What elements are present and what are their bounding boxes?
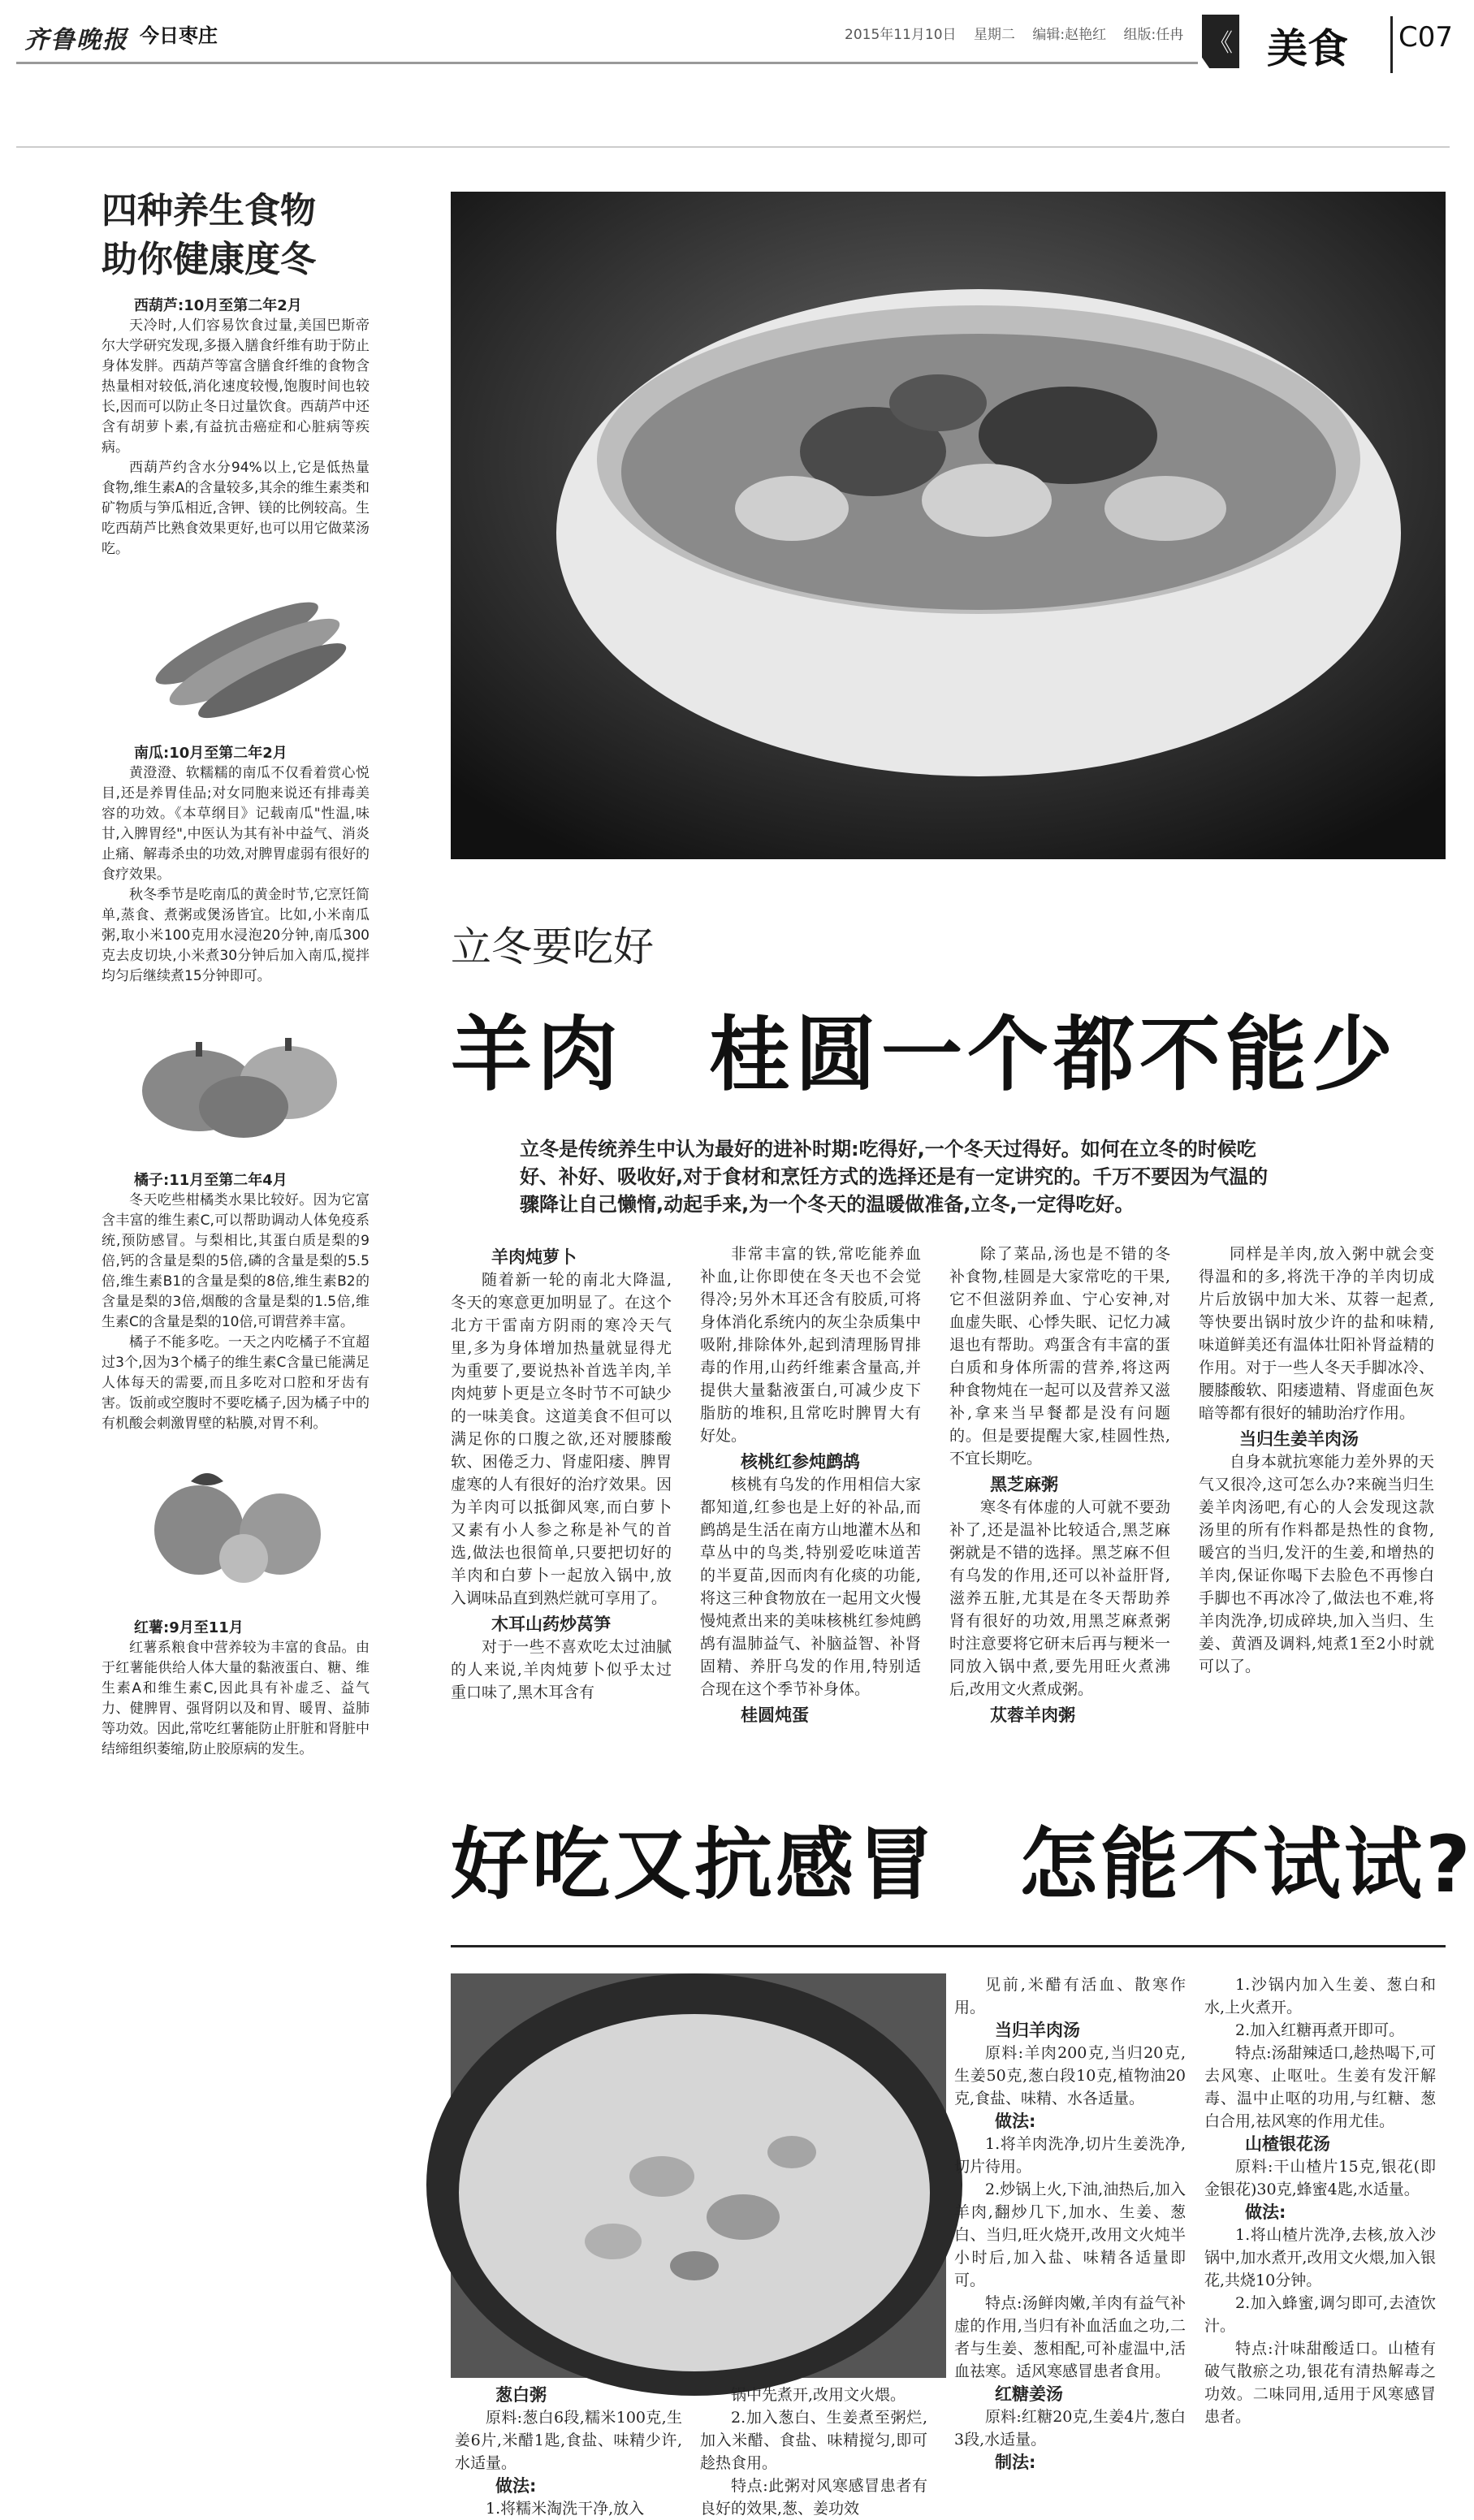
- section-name: 今日枣庄: [140, 24, 218, 47]
- subhead: 当归羊肉汤: [995, 2021, 1080, 2040]
- food-item-para: 秋冬季节是吃南瓜的黄金时节,它烹饪简单,蒸食、煮粥或煲汤皆宜。比如,小米南瓜粥,取小米100克用水浸泡20分钟,南瓜300克去皮切块,小米煮30分钟后加入南瓜,搅拌均匀后继续煮15分钟即可。: [102, 887, 370, 984]
- article2-rule: [451, 1945, 1446, 1947]
- subhead: 山楂银花汤: [1245, 2134, 1330, 2154]
- article2-column-3: [954, 1973, 1186, 2474]
- article1-column-2: [700, 1243, 921, 1727]
- left-title-line2: 助你健康度冬: [102, 239, 316, 280]
- subhead: 苁蓉羊肉粥: [990, 1705, 1075, 1725]
- body-text: 特点:汤甜辣适口,趁热喝下,可去风寒、止呕吐。生姜有发汗解毒、温中止呕的功用,与红糖、葱白合用,祛风寒的作用尤佳。: [1204, 2044, 1436, 2130]
- food-item-heading: 红薯:9月至11月: [134, 1619, 244, 1636]
- layout-credit: 组版:任冉: [1123, 27, 1184, 43]
- top-rule: [16, 146, 1450, 148]
- congee-photo: [451, 1973, 946, 2378]
- subhead: 羊肉炖萝卜: [491, 1247, 577, 1267]
- subhead: 桂圆炖蛋: [741, 1705, 809, 1725]
- body-text: 核桃有乌发的作用相信大家都知道,红参也是上好的补品,而鹧鸪是生活在南方山地灌木丛和草丛中的鸟类,特别爱吃味道苦的半夏苗,因而肉有化痰的功能,将这三种食物放在一起用文火慢慢炖煮出来的美味核桃红参炖鹧鸪有温肺益气、补脑益智、补肾固精、养肝乌发的作用,特别适合现在这个季节补身体。: [700, 1476, 921, 1698]
- body-text: 非常丰富的铁,常吃能养血补血,让你即使在冬天也不会觉得冷;另外木耳还含有胶质,可将身体消化系统内的灰尘杂质集中吸附,排除体外,起到清理肠胃排毒的作用,山药纤维素含量高,并提供大量黏液蛋白,可减少皮下脂肪的堆积,且常吃时脾胃大有好处。: [700, 1245, 921, 1445]
- left-column: [102, 187, 370, 1760]
- food-item-pumpkin: [102, 743, 370, 987]
- article2-headline: 好吃又抗感冒 怎能不试试?: [451, 1819, 1474, 1910]
- body-text: 除了菜品,汤也是不错的冬补食物,桂圆是大家常吃的干果,它不但滋阴养血、宁心安神,对血虚失眠、心悸失眠、记忆力减退也有帮助。鸡蛋含有丰富的蛋白质和身体所需的营养,将这两种食物炖在一起可以及营养又滋补,拿来当早餐都是没有问题的。但是要提醒大家,桂圆性热,不宜长期吃。: [949, 1245, 1170, 1467]
- body-text: 随着新一轮的南北大降温,冬天的寒意更加明显了。在这个北方干雷南方阴雨的寒冷天气里,多为身体增加热量就显得尤为重要了,要说热补首选羊肉,羊肉炖萝卜更是立冬时节不可缺少的一味美食。这道美食不但可以满足你的口腹之欲,还对腰膝酸软、困倦乏力、肾虚阳痿、脾胃虚寒的人有很好的治疗效果。因为羊肉可以抵御风寒,而白萝卜又素有小人参之称是补气的首选,做法也很简单,只要把切好的羊肉和白萝卜一起放入锅中,放入调味品直到熟烂就可享用了。: [451, 1271, 672, 1607]
- body-text: 2.加入红糖再煮开即可。: [1235, 2021, 1405, 2039]
- food-item-para: 红薯系粮食中营养较为丰富的食品。由于红薯能供给人体大量的黏液蛋白、糖、维生素A和维生素C,因此具有补虚乏、益气力、健脾胃、强肾阴以及和胃、暖胃、益肺等功效。因此,常吃红薯能防止肝脏和肾脏中结缔组织萎缩,防止胶原病的发生。: [102, 1640, 370, 1757]
- body-text: 见前,米醋有活血、散寒作用。: [954, 1976, 1186, 2016]
- food-item-para: 西葫芦约含水分94%以上,它是低热量食物,维生素A的含量较多,其余的维生素类和矿物质与笋瓜相近,含钾、镁的比例较高。生吃西葫芦比熟食效果更好,也可以用它做菜汤吃。: [102, 460, 370, 557]
- body-text: 自身本就抗寒能力差外界的天气又很冷,这可怎么办?来碗当归生姜羊肉汤吧,有心的人会发现这款汤里的所有作料都是热性的食物,暖宫的当归,发汗的生姜,和增热的羊肉,保证你喝下去脸色不再惨白手脚也不再冰冷了,做法也不难,将羊肉洗净,切成碎块,加入当归、生姜、黄酒及调料,炖煮1至2小时就可以了。: [1199, 1453, 1434, 1675]
- body-text: 特点:此粥对风寒感冒患者有良好的效果,葱、姜功效: [700, 2477, 927, 2518]
- subhead: 做法:: [1245, 2202, 1286, 2222]
- page-number: C07: [1398, 21, 1454, 54]
- food-item-para: 冬天吃些柑橘类水果比较好。因为它富含丰富的维生素C,可以帮助调动人体免疫系统,预防感冒。与梨相比,其蛋白质是梨的9倍,钙的含量是梨的5倍,磷的含量是梨的5.5倍,维生素B1的含量是梨的8倍,维生素B2的含量是梨的3倍,烟酸的含量是梨的1.5倍,维生素C的含量是梨的10倍,可谓营养丰富。: [102, 1192, 370, 1330]
- subhead: 黑芝麻粥: [990, 1475, 1058, 1494]
- body-text: 1.将山楂片洗净,去核,放入沙锅中,加水煮开,改用文火煨,加入银花,共烧10分钟。: [1204, 2226, 1436, 2289]
- issue-date: 2015年11月10日: [845, 27, 957, 43]
- article1-column-4: [1199, 1243, 1434, 1678]
- subhead: 当归生姜羊肉汤: [1239, 1429, 1359, 1449]
- article2-column-4: [1204, 1973, 1436, 2428]
- food-item-sweet-potato: [102, 1618, 370, 1760]
- article1-intro: 立冬是传统养生中认为最好的进补时期:吃得好,一个冬天过得好。如何在立冬的时候吃好、补好、吸收好,对于食材和烹饪方式的选择还是有一定讲究的。千万不要因为气温的骤降让自己懒惰,动起手来,为一个冬天的温暖做准备,立冬,一定得吃好。: [520, 1138, 1269, 1216]
- body-text: 2.加入蜂蜜,调匀即可,去渣饮汁。: [1204, 2294, 1436, 2335]
- food-item-para: 天冷时,人们容易饮食过量,美国巴斯帝尔大学研究发现,多摄入膳食纤维有助于防止身体发胖。西葫芦等富含膳食纤维的食物含热量相对较低,消化速度较慢,饱腹时间也较长,因而可以防止冬日过量饮食。西葫芦中还含有胡萝卜素,有益抗击癌症和心脏病等疾病。: [102, 318, 370, 456]
- food-item-heading: 西葫芦:10月至第二年2月: [134, 297, 302, 314]
- body-text: 对于一些不喜欢吃太过油腻的人来说,羊肉炖萝卜似乎太过重口味了,黑木耳含有: [451, 1638, 672, 1701]
- body-text: 2.炒锅上火,下油,油热后,加入羊肉,翻炒几下,加水、生姜、葱白、当归,旺火烧开,改用文火炖半小时后,加入盐、味精各适量即可。: [954, 2181, 1186, 2289]
- editor-credit: 编辑:赵艳红: [1032, 27, 1107, 43]
- zucchini-image: [126, 582, 370, 712]
- food-item-heading: 南瓜:10月至第二年2月: [134, 745, 287, 762]
- food-item-para: 黄澄澄、软糯糯的南瓜不仅看着赏心悦目,还是养胃佳品;对女同胞来说还有排毒美容的功效。《本草纲目》记载南瓜"性温,味甘,入脾胃经",中医认为其有补中益气、消炎止痛、解毒杀虫的功效,对脾胃虚弱有很好的食疗效果。: [102, 765, 370, 883]
- food-item-orange: [102, 1170, 370, 1434]
- article2-column-1: [455, 2384, 682, 2520]
- body-text: 同样是羊肉,放入粥中就会变得温和的多,将洗干净的羊肉切成片后放锅中加大米、苁蓉一起煮,等快要出锅时放少许的盐和味精,味道鲜美还有温体壮阳补肾益精的作用。对于一些人冬天手脚冰冷、腰膝酸软、阳痿遗精、肾虚面色灰暗等都有很好的辅助治疗作用。: [1199, 1245, 1434, 1422]
- subhead: 葱白粥: [495, 2385, 547, 2405]
- article1-column-1: [451, 1243, 672, 1704]
- body-text: 特点:汁味甜酸适口。山楂有破气散瘀之功,银花有清热解毒之功效。二味同用,适用于风寒感冒患者。: [1204, 2340, 1436, 2426]
- subhead: 做法:: [995, 2112, 1036, 2131]
- page-section-title: 美食: [1267, 25, 1348, 72]
- food-item-zucchini: [102, 296, 370, 560]
- article2-column-2: [700, 2384, 927, 2520]
- food-item-heading: 橘子:11月至第二年4月: [134, 1172, 287, 1189]
- article1-kicker: 立冬要吃好: [451, 923, 654, 970]
- mutton-soup-photo: [451, 192, 1446, 859]
- pumpkin-image: [126, 1009, 370, 1139]
- subhead: 制法:: [995, 2453, 1036, 2472]
- subhead: 核桃红参炖鹧鸪: [741, 1452, 860, 1472]
- orange-image: [126, 1457, 370, 1587]
- section-logo-icon: [1202, 15, 1239, 68]
- header-divider: [1390, 16, 1393, 73]
- food-item-para: 橘子不能多吃。一天之内吃橘子不宜超过3个,因为3个橘子的维生素C含量已能满足人体每天的需要,而且多吃对口腔和牙齿有害。饭前或空腹时不要吃橘子,因为橘子中的有机酸会刺激胃壁的粘膜,对胃不利。: [102, 1334, 370, 1432]
- body-text: 原料:羊肉200克,当归20克,生姜50克,葱白段10克,植物油20克,食盐、味精、水各适量。: [954, 2044, 1186, 2107]
- subhead: 红糖姜汤: [995, 2384, 1063, 2404]
- subhead: 做法:: [495, 2476, 537, 2496]
- body-text: 原料:红糖20克,生姜4片,葱白3段,水适量。: [954, 2408, 1186, 2449]
- header-rule: [16, 62, 1198, 64]
- body-text: 1.沙锅内加入生姜、葱白和水,上火煮开。: [1204, 1976, 1436, 2016]
- body-text: 1.将羊肉洗净,切片生姜洗净,切片待用。: [954, 2135, 1186, 2176]
- body-text: 寒冬有体虚的人可就不要劲补了,还是温补比较适合,黑芝麻粥就是不错的选择。黑芝麻不但有乌发的作用,还可以补益肝肾,滋养五脏,尤其是在冬天帮助养肾有很好的功效,用黑芝麻煮粥时注意要将它研末后再与粳米一同放入锅中煮,要先用旺火煮沸后,改用文火煮成粥。: [949, 1498, 1170, 1698]
- masthead: 齐鲁晚报: [24, 26, 128, 54]
- body-text: 原料:干山楂片15克,银花(即金银花)30克,蜂蜜4匙,水适量。: [1204, 2158, 1436, 2198]
- header-info: [845, 23, 1196, 43]
- body-text: 2.加入葱白、生姜煮至粥烂,加入米醋、食盐、味精搅匀,即可趁热食用。: [700, 2409, 927, 2472]
- article1-headline: 羊肉 桂圆一个都不能少: [451, 1007, 1398, 1102]
- body-text: 锅中先煮开,改用文火煨。: [731, 2386, 906, 2404]
- article1-column-3: [949, 1243, 1170, 1727]
- left-title-line1: 四种养生食物: [102, 190, 316, 231]
- issue-weekday: 星期二: [973, 27, 1015, 43]
- subhead: 木耳山药炒莴笋: [491, 1614, 611, 1634]
- body-text: 原料:葱白6段,糯米100克,生姜6片,米醋1匙,食盐、味精少许,水适量。: [455, 2409, 682, 2472]
- body-text: 1.将糯米淘洗干净,放入: [486, 2500, 645, 2518]
- body-text: 特点:汤鲜肉嫩,羊肉有益气补虚的作用,当归有补血活血之功,二者与生姜、葱相配,可补虚温中,活血祛寒。适风寒感冒患者食用。: [954, 2294, 1186, 2380]
